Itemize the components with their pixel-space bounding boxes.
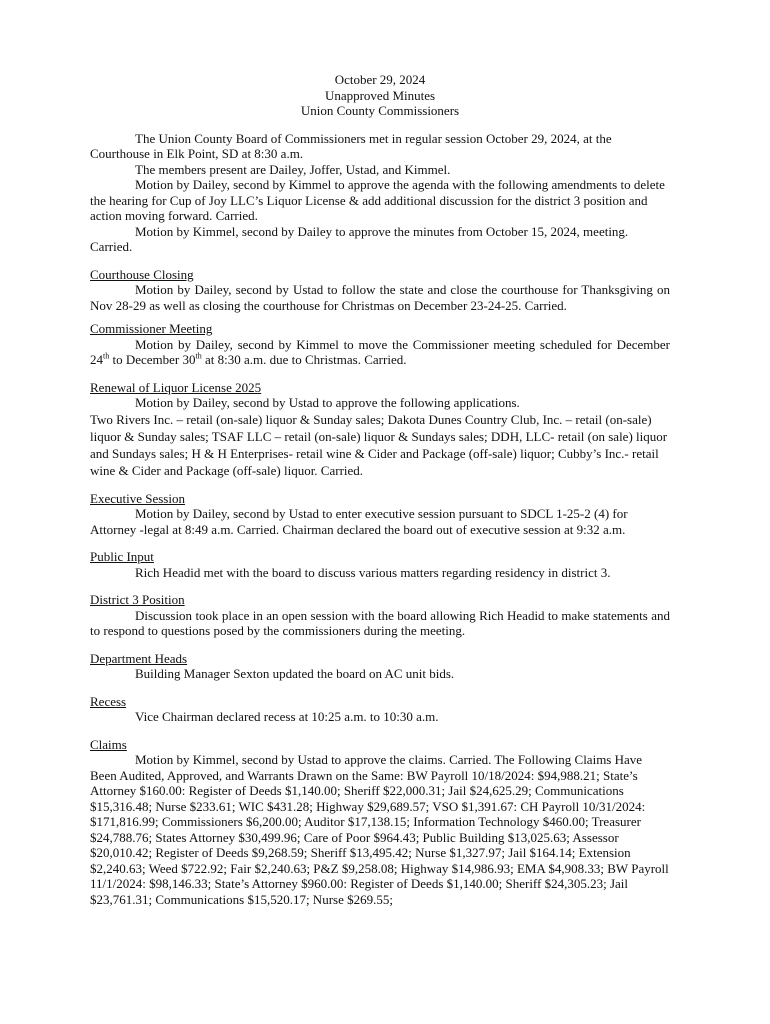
liquor-applications-list: Two Rivers Inc. – retail (on-sale) liquor & Sunday sales; Dakota Dunes Country Club, Inc. – retail (on-sale) liquor & Sunday sales; TSAF LLC – retail (on-sale) liquor & Sundays sales; DDH, LLC- retail (on sale) liquor and Sundays sales; H & H Enterprises- retail wine & Cider and Package (off-sale) liquor; Cubby’s Inc.- retail wine & Cider and Package (off-sale) liquor. Carried.: [90, 411, 668, 478]
claims-body: Motion by Kimmel, second by Ustad to approve the claims. Carried. The Following Claims Have Been Audited, Approved, and Warrants Drawn on the Same: BW Payroll 10/18/2024: $94,988.21; State’s Attorney $160.00: Register of Deeds $1,140.00; Sheriff $22,000.31; Jail $24,625.29; Communications $15,316.48; Nurse $233.61; WIC $431.28; Highway $29,689.57; VSO $1,391.67: CH Payroll 10/31/2024: $171,816.99; Commissioners $6,200.00; Auditor $17,138.15; Information Technology $460.00; Treasurer $24,788.76; States Attorney $30,499.96; Care of Poor $964.43; Public Building $13,025.63; Assessor $20,010.42; Register of Deeds $9,268.59; Sheriff $13,495.42; Nurse $1,327.97; Jail $164.14; Extension $2,240.63; Weed $722.92; Fair $2,240.63; P&Z $9,258.08; Highway $14,986.93; EMA $4,908.33; BW Payroll 11/1/2024: $98,146.33; State’s Attorney $960.00: Register of Deeds $1,140.00; Sheriff $24,305.23; Jail $23,761.31; Communications $15,520.17; Nurse $269.55;: [90, 752, 669, 907]
section-title-commissioner-meeting: Commissioner Meeting: [90, 321, 213, 336]
section-title-public-input: Public Input: [90, 549, 154, 564]
commissioner-meeting-text-a: Motion by Dailey, second by Kimmel to move the Commissioner meeting scheduled for December 24: [90, 336, 670, 367]
section-title-district3: District 3 Position: [90, 592, 185, 607]
intro-session: The Union County Board of Commissioners met in regular session October 29, 2024, at the Courthouse in Elk Point, SD at 8:30 a.m.: [90, 130, 612, 161]
commissioner-meeting-text-b: to December 30: [109, 352, 196, 367]
intro-agenda-motion: Motion by Dailey, second by Kimmel to approve the agenda with the following amendments to delete the hearing for Cup of Joy LLC’s Liquor License & add additional discussion for the district 3 position and action moving forward. Carried.: [90, 177, 665, 223]
intro-members: The members present are Dailey, Joffer, Ustad, and Kimmel.: [135, 161, 451, 177]
commissioner-meeting-body: [90, 337, 670, 368]
district3-body: Discussion took place in an open session with the board allowing Rich Headid to make statements and to respond to questions posed by the commissioners during the meeting.: [90, 607, 670, 638]
organization-name: Union County Commissioners: [300, 103, 460, 118]
executive-body: Motion by Dailey, second by Ustad to enter executive session pursuant to SDCL 1-25-2 (4) for Attorney -legal at 8:49 a.m. Carried. Chairman declared the board out of executive session at 9:32 a.m.: [90, 506, 628, 537]
meeting-date: October 29, 2024: [334, 72, 426, 87]
ordinal-suffix-a: th: [103, 351, 110, 361]
document-header: [90, 72, 670, 119]
intro-minutes-motion: Motion by Kimmel, second by Dailey to approve the minutes from October 15, 2024, meeting. Carried.: [90, 223, 629, 254]
ordinal-suffix-b: th: [195, 351, 202, 361]
liquor-motion: Motion by Dailey, second by Ustad to approve the following applications.: [135, 395, 520, 410]
dept-heads-body: Building Manager Sexton updated the board on AC unit bids.: [135, 666, 455, 681]
commissioner-meeting-text-c: at 8:30 a.m. due to Christmas. Carried.: [201, 352, 407, 367]
section-title-liquor: Renewal of Liquor License 2025: [90, 379, 262, 395]
section-title-courthouse: Courthouse Closing: [90, 266, 194, 282]
courthouse-body: Motion by Dailey, second by Ustad to follow the state and close the courthouse for Thanksgiving on Nov 28-29 as well as closing the courthouse for Christmas on December 23-24-25. Carried.: [90, 282, 670, 313]
recess-body: Vice Chairman declared recess at 10:25 a.m. to 10:30 a.m.: [135, 709, 439, 724]
section-title-recess: Recess: [90, 693, 127, 709]
document-title: Unapproved Minutes: [324, 87, 436, 103]
section-title-dept-heads: Department Heads: [90, 650, 188, 666]
section-title-claims: Claims: [90, 736, 127, 752]
section-title-executive: Executive Session: [90, 490, 185, 506]
public-input-body: Rich Headid met with the board to discuss various matters regarding residency in district 3.: [135, 564, 611, 580]
